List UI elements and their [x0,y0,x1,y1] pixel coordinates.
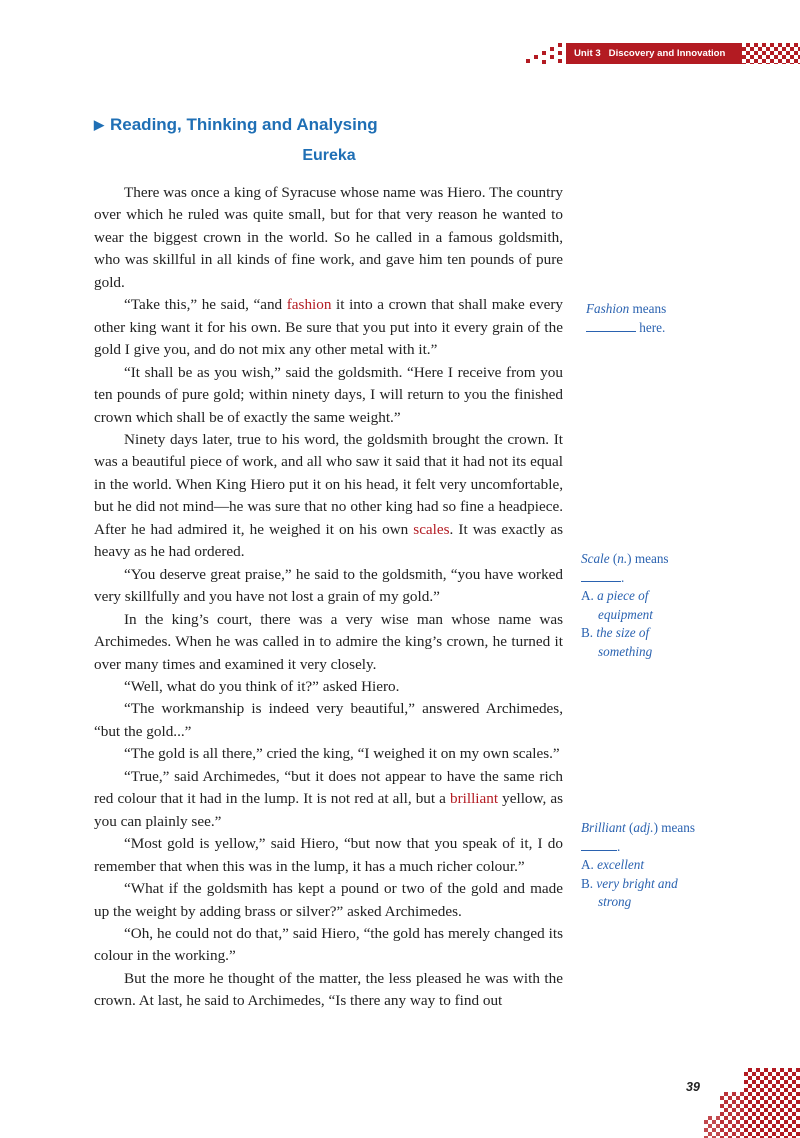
paragraph: But the more he thought of the matter, the less pleased he was with the crown. At last, he said to Archimedes, “Is there any way to find out [94,969,563,1010]
paragraph: “True,” said Archimedes, “but it does not appear to have the same rich red colour that it had in the lump. It is not red at all, but a brilliant yellow, as you can plainly see.” [94,767,563,830]
vocab-note-scale: Scale (n.) means . A. a piece of equipment B. the size of something [581,550,691,661]
answer-blank [581,569,621,582]
paragraph: There was once a king of Syracuse whose name was Hiero. The country over which he ruled was quite small, but for that very reason he wanted to wear the biggest crown in the world. So he called in a famous goldsmith, who was skillful in all kinds of fine work, and gave him ten pounds of pure gold. [94,184,563,291]
unit-title: Discovery and Innovation [608,48,726,59]
answer-blank [586,319,636,332]
paragraph: “It shall be as you wish,” said the goldsmith. “Here I receive from you ten pounds of pure gold; within ninety days, I will return to you the finished crown which shall be of exactly the same weight.” [94,363,563,426]
page-number: 39 [686,1080,700,1094]
note-means: means [632,301,667,316]
note-pos: n. [617,551,628,566]
note-word: Scale [581,551,610,566]
paragraph: “The workmanship is indeed very beautiful,” answered Archimedes, “but the gold...” [94,700,563,740]
header-pixel-pattern-left [520,43,566,64]
note-word: Brilliant [581,820,626,835]
highlight-word-scales: scales [413,520,450,538]
section-heading [94,115,378,135]
paragraph: “Take this,” he said, “and fashion it into a crown that shall make every other king want it for his own. Be sure that you put into it every grain of the gold I give you, and do not mix any other metal with it.” [94,296,563,359]
article-title: Eureka [302,147,356,164]
article-body [94,182,563,1013]
note-means: means [634,551,669,566]
paragraph: “Well, what do you think of it?” asked Hiero. [124,677,400,695]
option-a: A. a piece of equipment [581,588,653,622]
paragraph: “Most gold is yellow,” said Hiero, “but now that you speak of it, I do remember that when this was in the lump, it has a much richer colour.” [94,835,563,875]
note-pos: adj. [633,820,654,835]
option-a: A. excellent [581,857,644,872]
option-b: B. the size of something [581,625,653,659]
header-pixel-pattern-right [742,43,800,64]
highlight-word-fashion: fashion [286,296,332,314]
paragraph: “The gold is all there,” cried the king, “I weighed it on my own scales.” [124,745,560,763]
note-means: means [661,820,695,835]
corner-pixel-pattern [704,1068,800,1138]
vocab-note-fashion [586,300,686,337]
highlight-word-brilliant: brilliant [449,790,499,808]
paragraph: In the king’s court, there was a very wise man whose name was Archimedes. When he was called in to admire the king’s crown, he turned it over many times and examined it very closely. [94,610,563,673]
paragraph: Ninety days later, true to his word, the goldsmith brought the crown. It was a beautiful piece of work, and all who saw it said that it had not its equal in the world. When King Hiero put it on his head, it felt very uncomfortable, but he did not mind—he was sure that no other king had so fine a headpiece. After he had admired it, he weighed it on his own scales. It was exactly as heavy as he had ordered. [94,430,563,561]
option-b: B. very bright and strong [581,875,678,909]
unit-label: Unit 3 [574,48,601,59]
answer-blank [581,838,617,851]
paragraph: “Oh, he could not do that,” said Hiero, “the gold has merely changed its colour in the working.” [94,924,563,965]
play-triangle-icon: ▶ [94,117,104,132]
unit-header-bar [566,43,742,64]
paragraph: “What if the goldsmith has kept a pound or two of the gold and made up the weight by adding brass or silver?” asked Archimedes. [94,880,563,920]
section-heading-text: Reading, Thinking and Analysing [110,115,378,134]
vocab-note-brilliant: Brilliant (adj.) means . A. excellent B. very bright and strong [581,819,711,912]
note-word: Fashion [586,301,630,316]
paragraph: “You deserve great praise,” he said to the goldsmith, “you have worked very skillfully and you have not lost a grain of my gold.” [94,565,563,606]
note-here: here. [639,319,666,335]
